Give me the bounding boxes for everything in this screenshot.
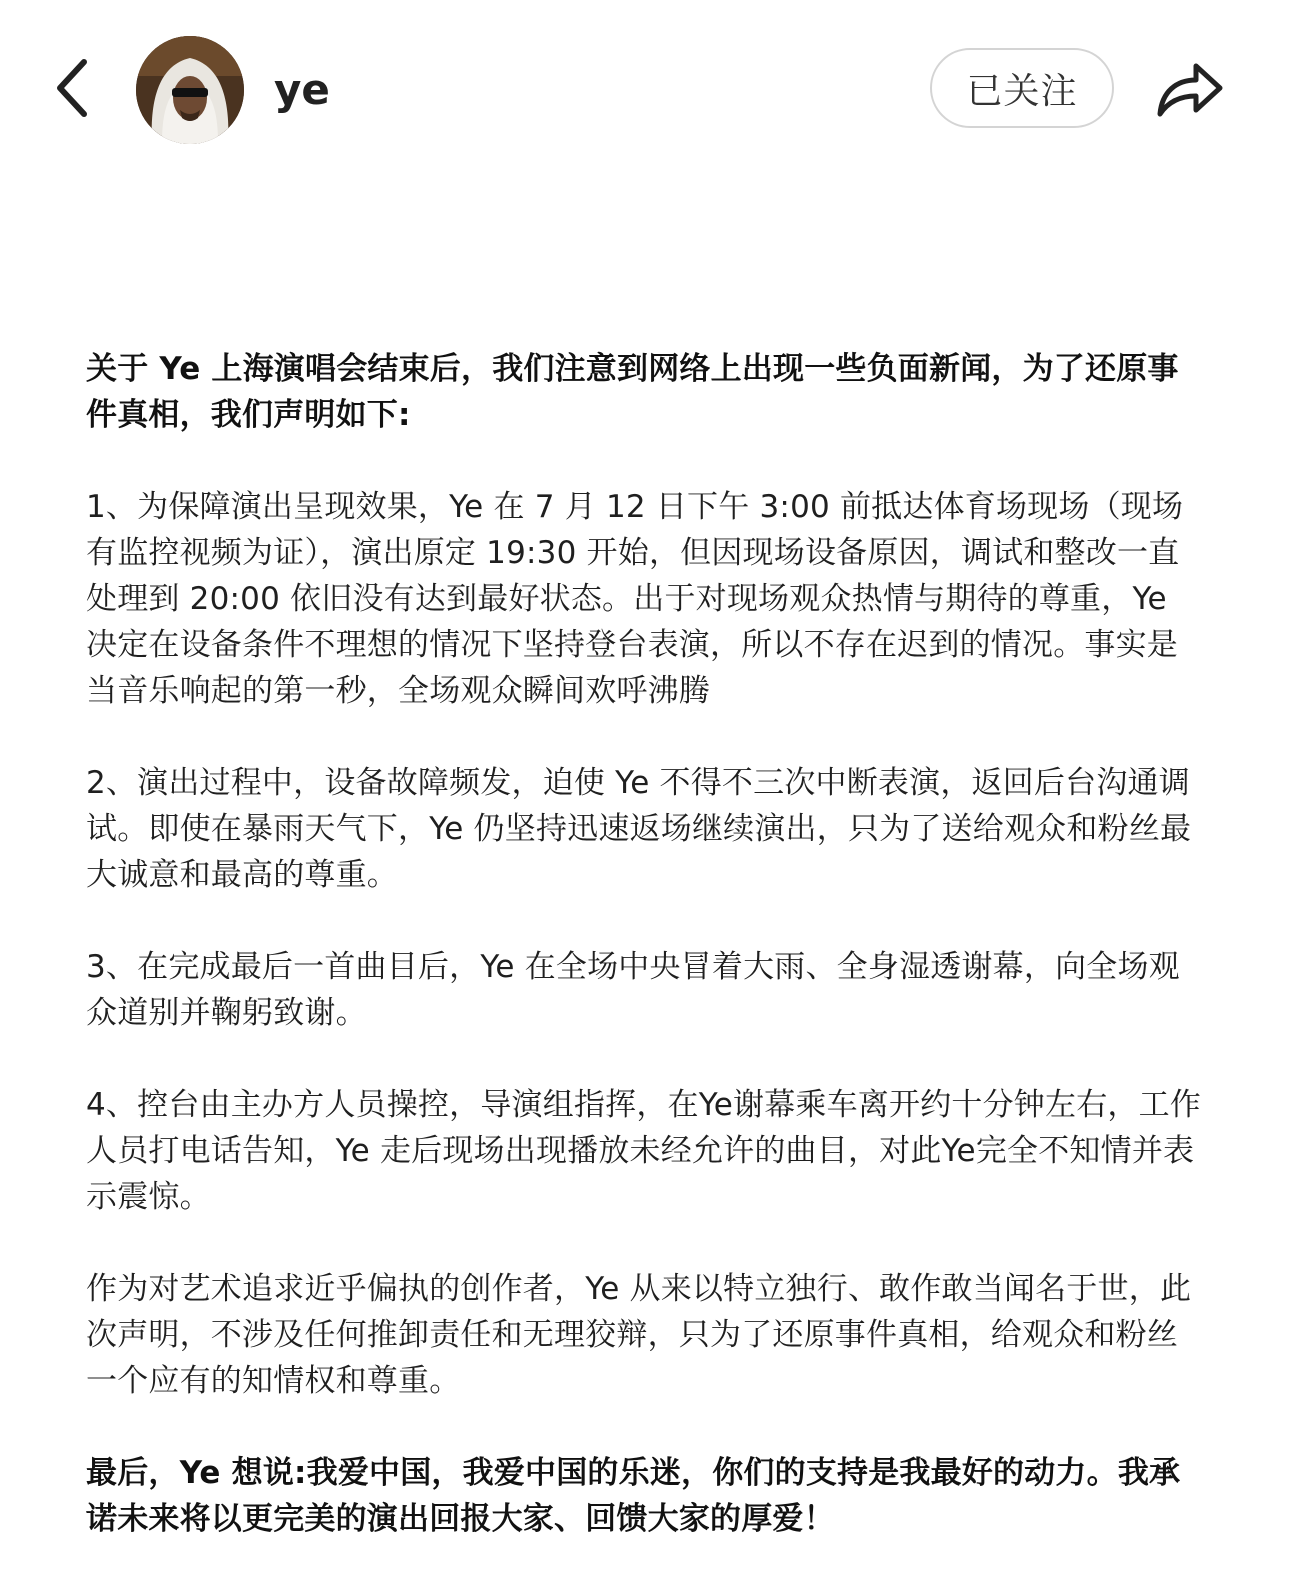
- final-paragraph: 最后，Ye 想说:我爱中国，我爱中国的乐迷，你们的支持是我最好的动力。我承诺未来将以更完美的演出回报大家、回馈大家的厚爱！: [86, 1455, 1181, 1537]
- point-3-paragraph: 3、在完成最后一首曲目后，Ye 在全场中央冒着大雨、全身湿透谢幕，向全场观众道别并鞠躬致谢。: [86, 949, 1180, 1031]
- point-4-paragraph: 4、控台由主办方人员操控，导演组指挥，在Ye谢幕乘车离开约十分钟左右，工作人员打电话告知，Ye 走后现场出现播放未经允许的曲目，对此Ye完全不知情并表示震惊。: [86, 1087, 1202, 1215]
- top-navigation-bar: [0, 0, 1290, 180]
- statement-article: [86, 346, 1206, 1542]
- back-button[interactable]: [48, 52, 100, 124]
- username[interactable]: ye: [274, 65, 330, 114]
- follow-button[interactable]: 已关注: [930, 48, 1114, 128]
- avatar[interactable]: [136, 36, 244, 144]
- share-arrow-icon: [1152, 50, 1228, 126]
- closing-paragraph: 作为对艺术追求近乎偏执的创作者，Ye 从来以特立独行、敢作敢当闻名于世，此次声明，不涉及任何推卸责任和无理狡辩，只为了还原事件真相，给观众和粉丝一个应有的知情权和尊重。: [86, 1271, 1192, 1399]
- chevron-left-icon: [48, 52, 100, 124]
- share-button[interactable]: [1152, 50, 1228, 126]
- avatar-portrait-icon: [136, 36, 244, 144]
- point-2-paragraph: 2、演出过程中，设备故障频发，迫使 Ye 不得不三次中断表演，返回后台沟通调试。即使在暴雨天气下，Ye 仍坚持迅速返场继续演出，只为了送给观众和粉丝最大诚意和最高的尊重。: [86, 765, 1192, 893]
- intro-paragraph: 关于 Ye 上海演唱会结束后，我们注意到网络上出现一些负面新闻，为了还原事件真相，我们声明如下:: [86, 351, 1179, 433]
- point-1-paragraph: 1、为保障演出呈现效果，Ye 在 7 月 12 日下午 3:00 前抵达体育场现场（现场有监控视频为证），演出原定 19:30 开始，但因现场设备原因，调试和整改一直处理到 20:00 依旧没有达到最好状态。出于对现场观众热情与期待的尊重，Ye 决定在设备条件不理想的情况下坚持登台表演，所以不存在迟到的情况。事实是当音乐响起的第一秒，全场观众瞬间欢呼沸腾: [86, 489, 1184, 709]
